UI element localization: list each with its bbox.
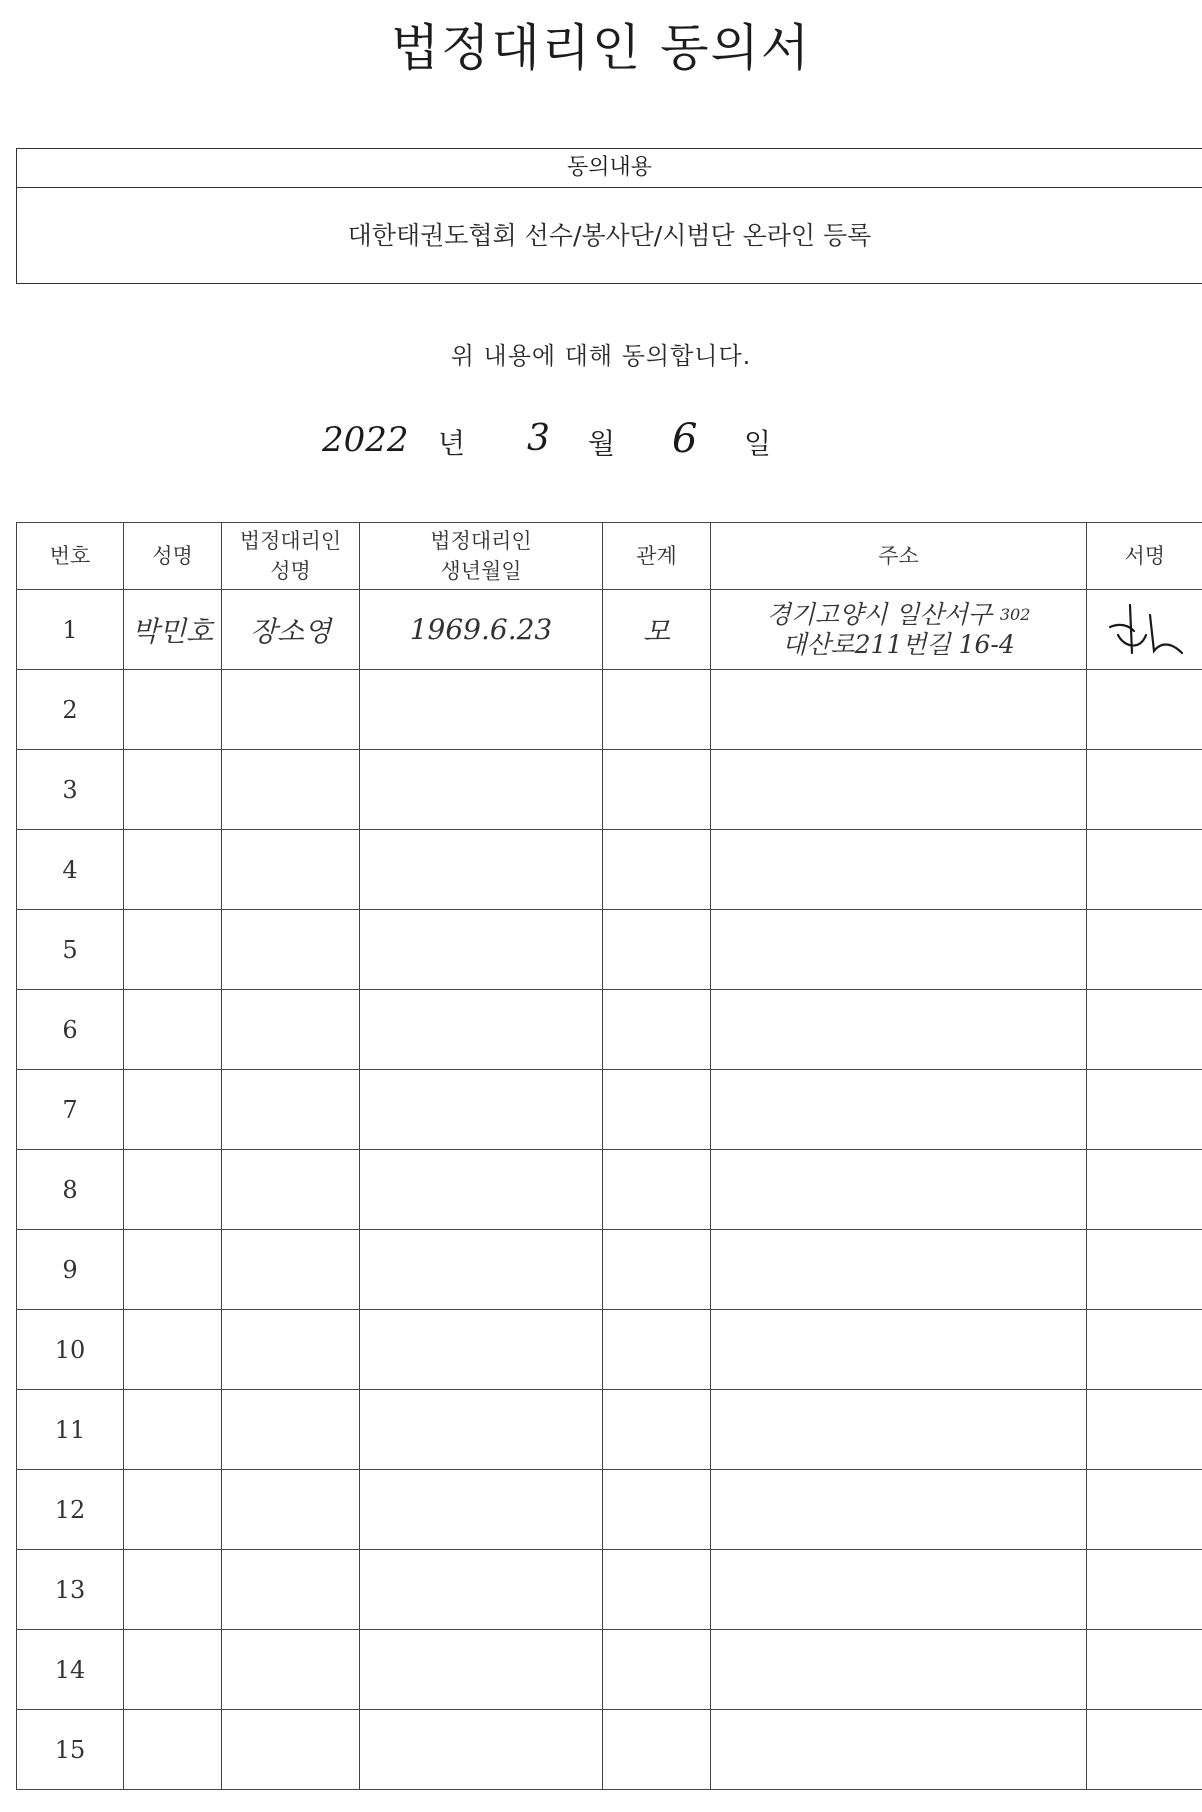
empty-cell[interactable] <box>124 1070 222 1150</box>
empty-cell[interactable] <box>1087 910 1202 990</box>
student-name: 박민호 <box>124 590 222 670</box>
empty-cell[interactable] <box>1087 1550 1202 1630</box>
empty-cell[interactable] <box>603 1310 711 1390</box>
empty-cell[interactable] <box>360 1630 603 1710</box>
empty-cell[interactable] <box>603 910 711 990</box>
empty-cell[interactable] <box>711 1470 1087 1550</box>
header-signature: 서명 <box>1087 523 1202 590</box>
address <box>711 590 1087 670</box>
date-day-label: 일 <box>744 427 772 460</box>
consent-box <box>16 148 1202 284</box>
header-guardian-name-line1: 법정대리인 <box>239 529 342 553</box>
table-row <box>17 910 1202 990</box>
empty-cell[interactable] <box>711 830 1087 910</box>
empty-cell[interactable] <box>124 910 222 990</box>
table-row <box>17 1070 1202 1150</box>
empty-cell[interactable] <box>124 990 222 1070</box>
row-number: 15 <box>17 1710 124 1790</box>
empty-cell[interactable] <box>603 1390 711 1470</box>
empty-cell[interactable] <box>711 750 1087 830</box>
empty-cell[interactable] <box>124 1550 222 1630</box>
table-row <box>17 590 1202 670</box>
empty-cell[interactable] <box>222 750 360 830</box>
header-guardian-dob-line2: 생년월일 <box>440 559 522 583</box>
consent-text: 대한태권도협회 선수/봉사단/시범단 온라인 등록 <box>347 221 872 250</box>
empty-cell[interactable] <box>711 1150 1087 1230</box>
table-row <box>17 1630 1202 1710</box>
empty-cell[interactable] <box>360 1550 603 1630</box>
empty-cell[interactable] <box>124 1230 222 1310</box>
address-line2: 대산로211번길 16-4 <box>782 629 1015 659</box>
row-number: 9 <box>17 1230 124 1310</box>
empty-cell[interactable] <box>711 1710 1087 1790</box>
empty-cell[interactable] <box>603 830 711 910</box>
table-row <box>17 1710 1202 1790</box>
header-guardian-name <box>222 523 360 590</box>
empty-cell[interactable] <box>603 1470 711 1550</box>
empty-cell[interactable] <box>1087 1310 1202 1390</box>
table-row <box>17 1390 1202 1470</box>
empty-cell[interactable] <box>124 750 222 830</box>
empty-cell[interactable] <box>124 1630 222 1710</box>
table-row <box>17 1470 1202 1550</box>
agree-statement: 위 내용에 대해 동의합니다. <box>450 342 752 370</box>
handwritten-signature <box>1100 595 1190 665</box>
empty-cell[interactable] <box>360 910 603 990</box>
header-guardian-dob <box>360 523 603 590</box>
empty-cell[interactable] <box>711 1630 1087 1710</box>
empty-cell[interactable] <box>603 670 711 750</box>
guardian-name: 장소영 <box>222 590 360 670</box>
empty-cell[interactable] <box>124 1390 222 1470</box>
empty-cell[interactable] <box>711 1070 1087 1150</box>
empty-cell[interactable] <box>1087 1390 1202 1470</box>
consent-heading: 동의내용 <box>17 149 1202 188</box>
date-year-label: 년 <box>438 427 466 460</box>
empty-cell[interactable] <box>124 1150 222 1230</box>
empty-cell[interactable] <box>1087 1150 1202 1230</box>
empty-cell[interactable] <box>711 990 1087 1070</box>
table-row <box>17 830 1202 910</box>
table-row <box>17 990 1202 1070</box>
empty-cell[interactable] <box>603 1150 711 1230</box>
signature-cell <box>1087 590 1202 670</box>
empty-cell[interactable] <box>360 1470 603 1550</box>
table-row <box>17 1150 1202 1230</box>
empty-cell[interactable] <box>711 1310 1087 1390</box>
header-guardian-name-line2: 성명 <box>270 559 311 583</box>
empty-cell[interactable] <box>1087 1630 1202 1710</box>
header-name: 성명 <box>124 523 222 590</box>
guardian-dob: 1969.6.23 <box>360 590 603 670</box>
date-month: 3 <box>527 418 550 459</box>
date-day: 6 <box>672 416 698 462</box>
header-relation: 관계 <box>603 523 711 590</box>
empty-cell[interactable] <box>1087 830 1202 910</box>
empty-cell[interactable] <box>360 1310 603 1390</box>
empty-cell[interactable] <box>360 750 603 830</box>
row-number: 5 <box>17 910 124 990</box>
empty-cell[interactable] <box>360 1150 603 1230</box>
row-number: 4 <box>17 830 124 910</box>
row-number: 10 <box>17 1310 124 1390</box>
table-header-row <box>17 523 1202 590</box>
empty-cell[interactable] <box>222 1630 360 1710</box>
empty-cell[interactable] <box>711 910 1087 990</box>
row-number: 2 <box>17 670 124 750</box>
empty-cell[interactable] <box>1087 1070 1202 1150</box>
table-row <box>17 670 1202 750</box>
empty-cell[interactable] <box>711 670 1087 750</box>
row-number: 7 <box>17 1070 124 1150</box>
empty-cell[interactable] <box>124 1470 222 1550</box>
empty-cell[interactable] <box>1087 750 1202 830</box>
header-address: 주소 <box>711 523 1087 590</box>
row-number: 11 <box>17 1390 124 1470</box>
relation: 모 <box>603 590 711 670</box>
empty-cell[interactable] <box>360 1710 603 1790</box>
row-number: 1 <box>17 590 124 670</box>
empty-cell[interactable] <box>1087 1710 1202 1790</box>
table-row <box>17 1550 1202 1630</box>
empty-cell[interactable] <box>1087 1230 1202 1310</box>
empty-cell[interactable] <box>360 670 603 750</box>
empty-cell[interactable] <box>360 830 603 910</box>
row-number: 14 <box>17 1630 124 1710</box>
header-guardian-dob-line1: 법정대리인 <box>430 529 532 553</box>
date-year: 2022 <box>322 420 409 460</box>
empty-cell[interactable] <box>603 1070 711 1150</box>
empty-cell[interactable] <box>222 1390 360 1470</box>
empty-cell[interactable] <box>711 1550 1087 1630</box>
empty-cell[interactable] <box>360 1230 603 1310</box>
empty-cell[interactable] <box>603 1550 711 1630</box>
row-number: 13 <box>17 1550 124 1630</box>
table-row <box>17 1310 1202 1390</box>
date-month-label: 월 <box>588 427 616 460</box>
empty-cell[interactable] <box>360 990 603 1070</box>
empty-cell[interactable] <box>222 1150 360 1230</box>
empty-cell[interactable] <box>222 1470 360 1550</box>
empty-cell[interactable] <box>124 1710 222 1790</box>
empty-cell[interactable] <box>1087 990 1202 1070</box>
address-line1 <box>711 600 1086 630</box>
date-row <box>0 412 1202 472</box>
address-unit: 302 <box>999 604 1031 624</box>
row-number: 6 <box>17 990 124 1070</box>
empty-cell[interactable] <box>1087 670 1202 750</box>
guardian-table <box>16 522 1202 1790</box>
empty-cell[interactable] <box>360 1390 603 1470</box>
empty-cell[interactable] <box>603 1230 711 1310</box>
empty-cell[interactable] <box>603 1630 711 1710</box>
empty-cell[interactable] <box>222 1310 360 1390</box>
empty-cell[interactable] <box>360 1070 603 1150</box>
empty-cell[interactable] <box>222 1070 360 1150</box>
header-no: 번호 <box>17 523 124 590</box>
empty-cell[interactable] <box>711 1390 1087 1470</box>
empty-cell[interactable] <box>603 750 711 830</box>
empty-cell[interactable] <box>222 670 360 750</box>
row-number: 8 <box>17 1150 124 1230</box>
empty-cell[interactable] <box>222 1230 360 1310</box>
empty-cell[interactable] <box>603 1710 711 1790</box>
empty-cell[interactable] <box>1087 1470 1202 1550</box>
empty-cell[interactable] <box>222 830 360 910</box>
empty-cell[interactable] <box>222 1710 360 1790</box>
row-number: 12 <box>17 1470 124 1550</box>
empty-cell[interactable] <box>222 910 360 990</box>
empty-cell[interactable] <box>603 990 711 1070</box>
address-street: 경기고양시 일산서구 <box>766 599 992 629</box>
empty-cell[interactable] <box>711 1230 1087 1310</box>
empty-cell[interactable] <box>222 990 360 1070</box>
empty-cell[interactable] <box>222 1550 360 1630</box>
empty-cell[interactable] <box>124 830 222 910</box>
empty-cell[interactable] <box>124 670 222 750</box>
row-number: 3 <box>17 750 124 830</box>
table-row <box>17 750 1202 830</box>
page-title: 법정대리인 동의서 <box>390 19 812 77</box>
empty-cell[interactable] <box>124 1310 222 1390</box>
table-row <box>17 1230 1202 1310</box>
